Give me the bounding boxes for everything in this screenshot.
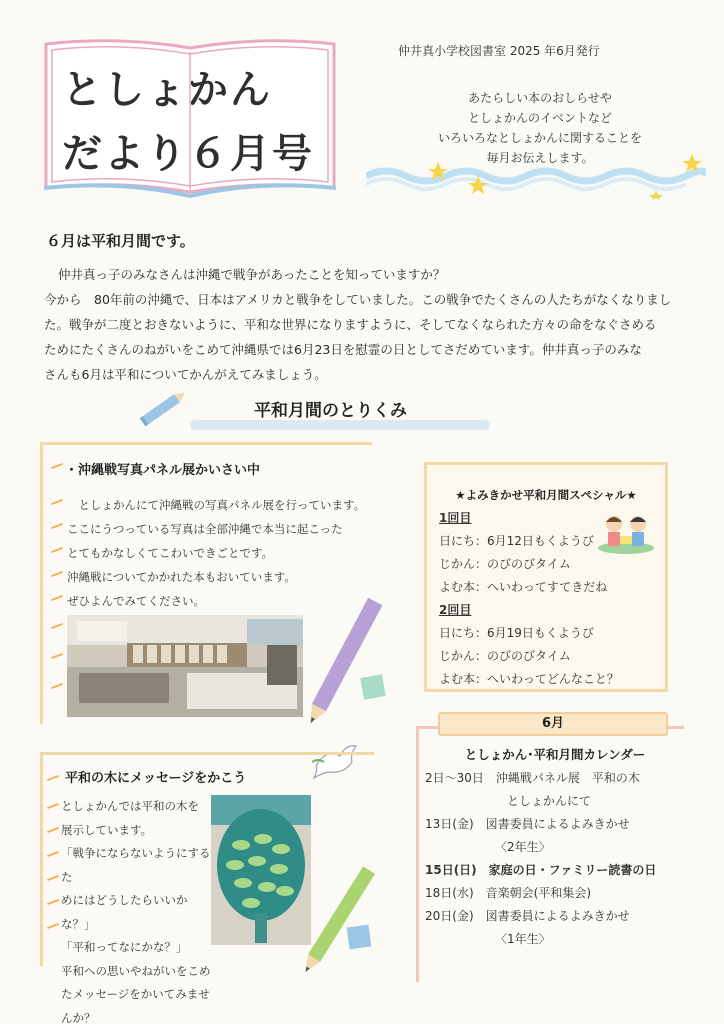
- blue-pencil-icon: [136, 385, 190, 431]
- calendar-row: 15日(日) 家庭の日・ファミリー読書の日: [425, 863, 657, 877]
- dash-mark: [51, 571, 63, 577]
- calendar-row: 20日(金) 図書委員によるよみきかせ: [425, 909, 630, 923]
- intro-line: 毎月お伝えします。: [486, 151, 594, 165]
- event-calendar: [416, 726, 684, 982]
- dash-mark: [47, 775, 59, 781]
- intro-line: いろいろなとしょかんに関することを: [437, 131, 642, 145]
- calendar-row: 18日(水) 音楽朝会(平和集会): [425, 886, 591, 900]
- reading-schedule: [439, 507, 619, 691]
- title-book: [40, 38, 340, 200]
- wave-stars-decoration: [366, 150, 706, 200]
- round-2-time: じかん：のびのびタイム: [439, 649, 571, 663]
- reading-panel: [424, 462, 668, 692]
- message-line: 「戦争にならないようにするた: [61, 846, 211, 884]
- message-line: としょかんでは平和の木を: [61, 799, 199, 813]
- intro-line: あたらしい本のおしらせや: [468, 91, 612, 105]
- green-pencil-icon: [296, 850, 386, 980]
- round-2-label: 2回目: [439, 603, 472, 617]
- purple-pencil-icon: [298, 580, 398, 730]
- message-line: たメッセージをかいてみませ: [61, 987, 210, 1001]
- round-2-date: 日にち：6月19日もくようび: [439, 626, 594, 640]
- title-line-1: としょかん: [62, 67, 272, 113]
- paragraph-line: 今から 80年前の沖縄で、日本はアメリカと戦争をしていました。この戦争でたくさんの人たちがなくなりまし: [44, 292, 672, 307]
- paragraph-line: 仲井真っ子のみなさんは沖縄で戦争があったことを知っていますか？: [58, 267, 446, 282]
- calendar-row: としょかんにて: [507, 794, 592, 808]
- calendar-list: [425, 767, 683, 951]
- dash-mark: [47, 851, 59, 857]
- exhibit-line: ぜひよんでみてください。: [67, 594, 205, 608]
- dash-mark: [47, 827, 59, 833]
- message-line: めにはどうしたらいいかな？」: [61, 893, 188, 931]
- message-line: 「平和ってなにかな？」: [61, 940, 188, 954]
- message-title: 平和の木にメッセージをかこう: [65, 771, 247, 786]
- exhibit-photo: [67, 615, 303, 717]
- paragraph-line: た。戦争が二度とおきないように、平和な世界になりますように、そしてなくなられた方々の命をなぐさめる: [44, 317, 657, 332]
- dash-mark: [47, 923, 59, 929]
- round-1-book: よむ本：へいわってすてきだね: [439, 580, 608, 594]
- paragraph-line: ためにたくさんのねがいをこめて沖縄県では6月23日を慰霊の日としてさだめています。仲井真っ子のみな: [44, 342, 642, 357]
- dash-mark: [47, 899, 59, 905]
- calendar-row: 13日(金) 図書委員によるよみきかせ: [425, 817, 630, 831]
- calendar-title: としょかん･平和月間カレンダー: [464, 747, 646, 762]
- calendar-row: 2日～30日 沖縄戦パネル展 平和の木: [425, 771, 640, 785]
- exhibit-line: とてもかなしくてこわいできごとです。: [67, 546, 274, 560]
- message-text: [61, 795, 211, 1024]
- reading-title: ★よみきかせ平和月間スペシャル★: [455, 488, 637, 502]
- dash-mark: [51, 547, 63, 553]
- round-2-book: よむ本：へいわってどんなこと？: [439, 672, 619, 686]
- exhibit-title: ・沖縄戦写真パネル展かいさい中: [65, 463, 261, 478]
- exhibit-line: 沖縄戦についてかかれた本もおいています。: [67, 570, 296, 584]
- dash-mark: [51, 653, 63, 659]
- calendar-row: 〈1年生〉: [495, 932, 551, 946]
- dash-mark: [47, 875, 59, 881]
- calendar-row: 〈2年生〉: [495, 840, 551, 854]
- issuer-line: 仲井真小学校図書室 2025 年6月発行: [398, 44, 600, 58]
- exhibit-line: ここにうつっている写真は全部沖縄で本当に起こった: [67, 522, 343, 536]
- dash-mark: [51, 523, 63, 529]
- calendar-month-tag: 6月: [438, 712, 668, 736]
- children-reading-icon: [596, 510, 656, 554]
- message-line: 平和への思いやねがいをこめ: [61, 963, 211, 978]
- dash-mark: [51, 499, 63, 505]
- title-line-2: だより６月号: [62, 131, 314, 177]
- round-1-label: 1回目: [439, 511, 472, 525]
- dash-mark: [51, 623, 63, 629]
- round-1-date: 日にち：6月12日もくようび: [439, 534, 594, 548]
- peace-month-heading: ６月は平和月間です。: [46, 232, 195, 250]
- section-heading: 平和月間のとりくみ: [254, 401, 407, 421]
- message-line: んか？: [61, 1010, 96, 1024]
- round-1-time: じかん：のびのびタイム: [439, 557, 571, 571]
- peace-month-paragraph: [44, 262, 684, 387]
- dash-mark: [51, 463, 63, 469]
- library-photo-image: [67, 615, 303, 717]
- dash-mark: [47, 803, 59, 809]
- dash-mark: [51, 683, 63, 689]
- intro-line: としょかんのイベントなど: [467, 111, 612, 125]
- paragraph-line: さんも6月は平和についてかんがえてみましょう。: [44, 367, 327, 382]
- message-line: 展示しています。: [61, 822, 153, 837]
- dash-mark: [51, 595, 63, 601]
- exhibit-line: としょかんにて沖縄戦の写真パネル展を行っています。: [67, 498, 366, 512]
- section-underline: [190, 420, 490, 430]
